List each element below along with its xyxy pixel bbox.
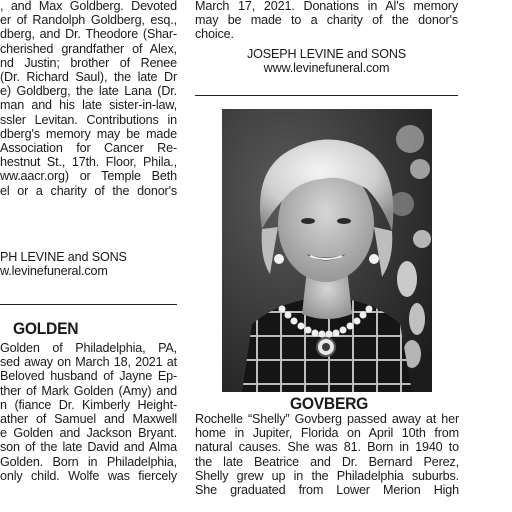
govberg-heading: GOVBERG: [290, 394, 369, 413]
golden-obituary: [0, 341, 177, 483]
text-line: e) Goldberg, the late Lana (Dr.: [0, 84, 177, 99]
right-funeral-home-credit: [195, 47, 458, 75]
text-line: natural causes. She was 81. Born in 1940 to: [195, 440, 459, 455]
govberg-obituary: [195, 412, 459, 497]
text-line: n (fiance Dr. Kimberly Height-: [0, 397, 177, 412]
text-line: dberg, and Dr. Theodore (Shar-: [0, 27, 177, 42]
text-line: ww.aacr.org) or Temple Beth: [0, 169, 177, 184]
funeral-home-name: PH LEVINE and SONS: [0, 250, 127, 264]
text-line: choice.: [195, 27, 234, 42]
text-line: Association for Cancer Re-: [0, 141, 177, 156]
left-column: [0, 0, 180, 512]
text-line: March 17, 2021. Donations in Al's memory: [195, 0, 458, 13]
text-line: er of Randolph Goldberg, esq.,: [0, 13, 177, 28]
text-line: dberg's memory may be made: [0, 126, 177, 141]
right-divider: [195, 95, 458, 96]
left-obituary-continuation: [0, 0, 177, 198]
text-line: She graduated from Lower Merion High: [195, 483, 459, 498]
text-line: only child. Wolfe was fiercely: [0, 468, 177, 483]
text-line: may be made to a charity of the donor's: [195, 13, 458, 28]
text-line: son of the late David and Alma: [0, 440, 177, 455]
right-obituary-continuation: [195, 0, 458, 42]
text-line: hestnut St., 17th. Floor, Phila.,: [0, 155, 177, 170]
text-line: Beloved husband of Jayne Ep-: [0, 369, 177, 384]
golden-heading: GOLDEN: [13, 319, 79, 338]
text-line: , and Max Goldberg. Devoted: [0, 0, 177, 13]
text-line: e Golden and Jackson Bryant.: [0, 426, 177, 441]
funeral-home-website: www.levinefuneral.com: [263, 61, 390, 76]
portrait-photo: [222, 109, 432, 392]
text-line: (Dr. Richard Saul), the late Dr: [0, 70, 177, 85]
text-line: Golden of Philadelphia, PA,: [0, 341, 177, 355]
text-line: Rochelle “Shelly” Govberg passed away at her: [195, 412, 459, 426]
left-funeral-home-credit: [0, 250, 177, 278]
text-line: el or a charity of the donor's: [0, 183, 177, 198]
funeral-home-website: w.levinefuneral.com: [0, 264, 108, 279]
text-line: home in Jupiter, Florida on April 10th from: [195, 426, 459, 441]
portrait-illustration: [222, 109, 432, 392]
text-line: sed away on March 18, 2021 at: [0, 355, 177, 370]
text-line: Shelly grew up in the Philadelphia suburbs.: [195, 468, 459, 483]
text-line: the late Beatrice and Dr. Bernard Perez,: [195, 454, 459, 469]
text-line: nd Justin; brother of Renee: [0, 55, 177, 70]
text-line: man and his late sister-in-law,: [0, 98, 177, 113]
funeral-home-name: JOSEPH LEVINE and SONS: [246, 47, 407, 61]
text-line: Golden. Born in Philadelphia,: [0, 454, 177, 469]
text-line: cherished grandfather of Alex,: [0, 41, 177, 56]
text-line: ssler Levitan. Contributions in: [0, 112, 177, 127]
text-line: ther of Mark Golden (Amy) and: [0, 383, 177, 398]
left-divider: [0, 304, 177, 305]
text-line: ather of Samuel and Maxwell: [0, 412, 177, 427]
